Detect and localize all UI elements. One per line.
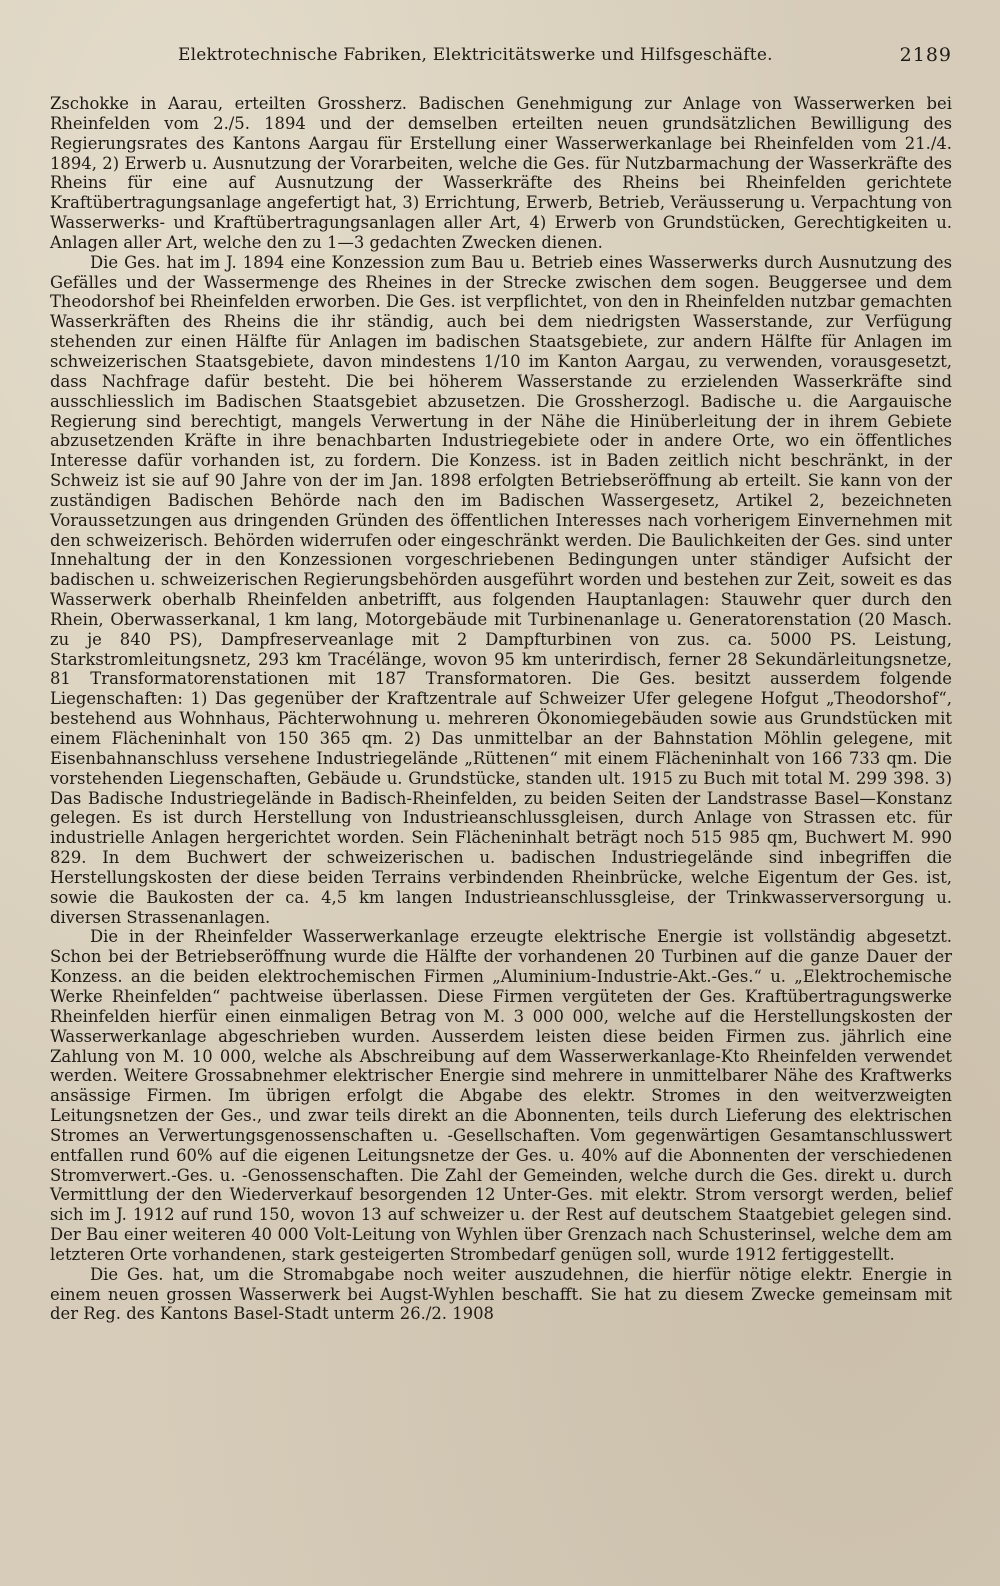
paragraph: Die in der Rheinfelder Wasserwerkanlage erzeugte elektrische Energie ist vollständig abgesetzt. Schon bei der Betriebseröffnung wurde die Hälfte der vorhandenen 20 Turbinen auf die ganze Dauer der Konzess. an die beiden elektrochemischen Firmen „Aluminium-Industrie-Akt.-Ges.“ u. „Elektrochemische Werke Rheinfelden“ pachtweise überlassen. Diese Firmen vergüteten der Ges. Kraftübertragungswerke Rheinfelden hierfür einen einmaligen Betrag von M. 3 000 000, welche auf die Herstellungskosten der Wasserwerkanlage abgeschrieben wurden. Ausserdem leisten diese beiden Firmen zus. jährlich eine Zahlung von M. 10 000, welche als Abschreibung auf dem Wasserwerkanlage-Kto Rheinfelden verwendet werden. Weitere Grossabnehmer elektrischer Energie sind mehrere in unmittelbarer Nähe des Kraftwerks ansässige Firmen. Im übrigen erfolgt die Abgabe des elektr. Stromes in den weitverzweigten Leitungsnetzen der Ges., und zwar teils direkt an die Abonnenten, teils durch Lieferung des elektrischen Stromes an Verwertungsgenossenschaften u. -Gesellschaften. Vom gegenwärtigen Gesamtanschlusswert entfallen rund 60% auf die eigenen Leitungsnetze der Ges. u. 40% auf die Abonnenten der verschiedenen Stromverwert.-Ges. u. -Genossenschaften. Die Zahl der Gemeinden, welche durch die Ges. direkt u. durch Vermittlung der den Wiederverkauf besorgenden 12 Unter-Ges. mit elektr. Strom versorgt werden, belief sich im J. 1912 auf rund 150, wovon 13 auf schweizer u. der Rest auf deutschem Staatgebiet gelegen sind. Der Bau einer weiteren 40 000 Volt-Leitung von Wyhlen über Grenzach nach Schusterinsel, welche dem am letzteren Orte vorhandenen, stark gesteigerten Strombedarf genügen soll, wurde 1912 fertiggestellt. xyxy=(50,927,952,1264)
page-number: 2189 xyxy=(899,44,952,66)
paragraph: Die Ges. hat, um die Stromabgabe noch weiter auszudehnen, die hierfür nötige elektr. Energie in einem neuen grossen Wasserwerk bei Augst-Wyhlen beschafft. Sie hat zu diesem Zwecke gemeinsam mit der Reg. des Kantons Basel-Stadt unterm 26./2. 1908 xyxy=(50,1264,952,1324)
page-header xyxy=(50,40,952,70)
running-title: Elektrotechnische Fabriken, Elektricitätswerke und Hilfsgeschäfte. xyxy=(178,45,773,65)
body-text xyxy=(50,94,952,1324)
paragraph: Die Ges. hat im J. 1894 eine Konzession zum Bau u. Betrieb eines Wasserwerks durch Ausnutzung des Gefälles und der Wassermenge des Rheines in der Strecke zwischen dem sogen. Beuggersee und dem Theodorshof bei Rheinfelden erworben. Die Ges. ist verpflichtet, von den in Rheinfelden nutzbar gemachten Wasserkräften des Rheins die ihr ständig, auch bei dem niedrigsten Wasserstande, zur Verfügung stehenden zur einen Hälfte für Anlagen im badischen Staatsgebiete, zur andern Hälfte für Anlagen im schweizerischen Staatsgebiete, davon mindestens 1/10 im Kanton Aargau, zu verwenden, vorausgesetzt, dass Nachfrage dafür besteht. Die bei höherem Wasserstande zu erzielenden Wasserkräfte sind ausschliesslich im Badischen Staatsgebiet abzusetzen. Die Grossherzogl. Badische u. die Aargauische Regierung sind berechtigt, mangels Verwertung in der Nähe die Hinüberleitung der in ihrem Gebiete abzusetzenden Kräfte in ihre benachbarten Industriegebiete oder in andere Orte, wo ein öffentliches Interesse dafür vorhanden ist, zu fordern. Die Konzess. ist in Baden zeitlich nicht beschränkt, in der Schweiz ist sie auf 90 Jahre von der im Jan. 1898 erfolgten Betriebseröffnung ab erteilt. Sie kann von der zuständigen Badischen Behörde nach den im Badischen Wassergesetz, Artikel 2, bezeichneten Voraussetzungen aus dringenden Gründen des öffentlichen Interesses nach vorherigem Einvernehmen mit den schweizerisch. Behörden widerrufen oder eingeschränkt werden. Die Baulichkeiten der Ges. sind unter Innehaltung der in den Konzessionen vorgeschriebenen Bedingungen unter ständiger Aufsicht der badischen u. schweizerischen Regierungsbehörden ausgeführt worden und bestehen zur Zeit, soweit es das Wasserwerk oberhalb Rheinfelden anbetrifft, aus folgenden Hauptanlagen: Stauwehr quer durch den Rhein, Oberwasserkanal, 1 km lang, Motorgebäude mit Turbinenanlage u. Generatorenstation (20 Masch. zu je 840 PS), Dampfreserveanlage mit 2 Dampfturbinen von zus. ca. 5000 PS. Leistung, Starkstromleitungsnetz, 293 km Tracélänge, wovon 95 km unterirdisch, ferner 28 Sekundärleitungsnetze, 81 Transformatorenstationen mit 187 Transformatoren. Die Ges. besitzt ausserdem folgende Liegenschaften: 1) Das gegenüber der Kraftzentrale auf Schweizer Ufer gelegene Hofgut „Theodorshof“, bestehend aus Wohnhaus, Pächterwohnung u. mehreren Ökonomiegebäuden sowie aus Grundstücken mit einem Flächeninhalt von 150 365 qm. 2) Das unmittelbar an der Bahnstation Möhlin gelegene, mit Eisenbahnanschluss versehene Industriegelände „Rüttenen“ mit einem Flächeninhalt von 166 733 qm. Die vorstehenden Liegenschaften, Gebäude u. Grundstücke, standen ult. 1915 zu Buch mit total M. 299 398. 3) Das Badische Industriegelände in Badisch-Rheinfelden, zu beiden Seiten der Landstrasse Basel—Konstanz gelegen. Es ist durch Herstellung von Industrieanschlussgleisen, durch Anlage von Strassen etc. für industrielle Anlagen hergerichtet worden. Sein Flächeninhalt beträgt noch 515 985 qm, Buchwert M. 990 829. In dem Buchwert der schweizerischen u. badischen Industriegelände sind inbegriffen die Herstellungskosten der diese beiden Terrains verbindenden Rheinbrücke, welche Eigentum der Ges. ist, sowie die Baukosten der ca. 4,5 km langen Industrieanschlussgleise, der Trinkwasserversorgung u. diversen Strassenanlagen. xyxy=(50,252,952,927)
paragraph: Zschokke in Aarau, erteilten Grossherz. Badischen Genehmigung zur Anlage von Wasserwerken bei Rheinfelden vom 2./5. 1894 und der demselben erteilten neuen grundsätzlichen Bewilligung des Regierungsrates des Kantons Aargau für Erstellung einer Wasserwerkanlage bei Rheinfelden vom 21./4. 1894, 2) Erwerb u. Ausnutzung der Vorarbeiten, welche die Ges. für Nutzbarmachung der Wasserkräfte des Rheins für eine auf Ausnutzung der Wasserkräfte des Rheins bei Rheinfelden gerichtete Kraftübertragungsanlage angefertigt hat, 3) Errichtung, Erwerb, Betrieb, Veräusserung u. Verpachtung von Wasserwerks- und Kraftübertragungsanlagen aller Art, 4) Erwerb von Grundstücken, Gerechtigkeiten u. Anlagen aller Art, welche den zu 1—3 gedachten Zwecken dienen. xyxy=(50,94,952,252)
